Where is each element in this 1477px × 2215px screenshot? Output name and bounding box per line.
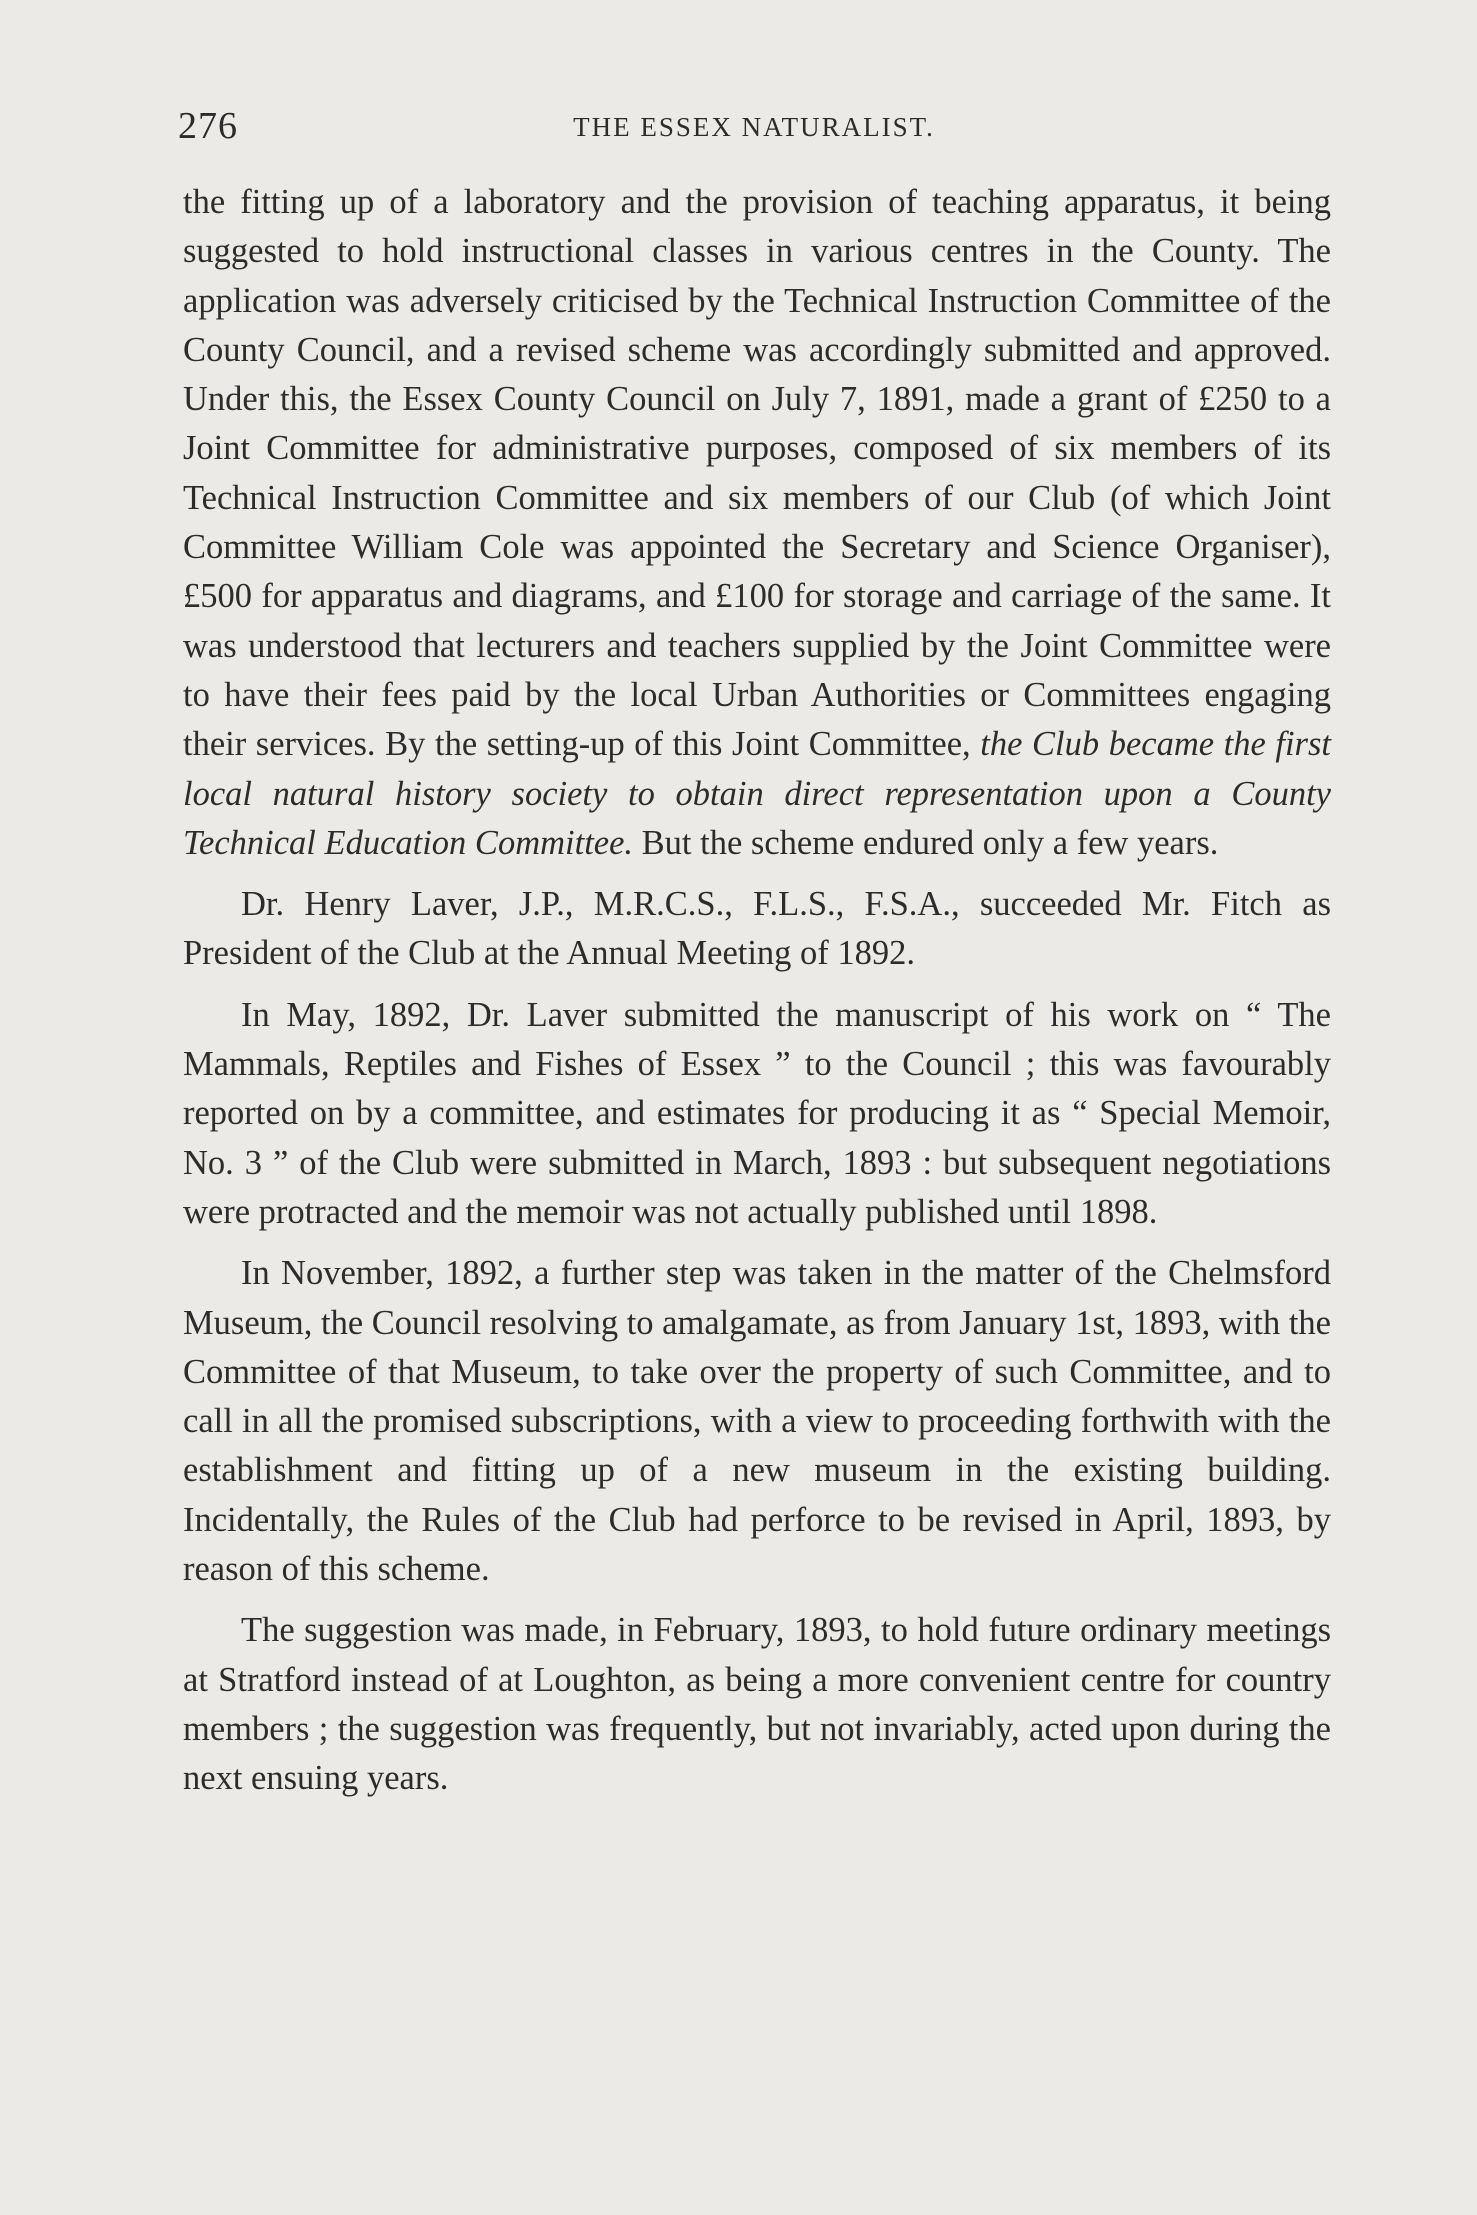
paragraph-5: The suggestion was made, in February, 1893, to hold future ordinary meetings at Stratford instead of at Loughton, as being a more convenient centre for country members ; the suggestion was frequently, but not invariably, acted upon during the next ensuing years. xyxy=(183,1611,1331,1798)
paragraph-1-text-b: But the scheme endured only a few years. xyxy=(633,823,1219,862)
page-header xyxy=(178,104,1330,152)
paragraph-2: Dr. Henry Laver, J.P., M.R.C.S., F.L.S., F.S.A., succeeded Mr. Fitch as President of the Club at the Annual Meeting of 1892. xyxy=(183,885,1331,973)
paragraph-1-text-a: the fitting up of a laboratory and the provision of teaching apparatus, it being suggested to hold instructional classes in various centres in the County. The application was adversely criticised by the Technical Instruction Committee of the County Council, and a revised scheme was accordingly submitted and approved. Under this, the Essex County Council on July 7, 1891, made a grant of £250 to a Joint Committee for administrative purposes, composed of six members of its Technical Instruction Committee and six members of our Club (of which Joint Committee William Cole was appointed the Secretary and Science Organiser), £500 for apparatus and diagrams, and £100 for storage and carriage of the same. It was understood that lecturers and teachers supplied by the Joint Committee were to have their fees paid by the local Urban Authorities or Committees engaging their services. By the setting-up of this Joint Committee, xyxy=(183,183,1331,764)
body-text xyxy=(183,178,1331,1804)
page-number: 276 xyxy=(178,105,238,147)
paragraph-3: In May, 1892, Dr. Laver submitted the manuscript of his work on “ The Mammals, Reptiles and Fishes of Essex ” to the Council ; this was favourably reported on by a committee, and estimates for producing it as “ Special Memoir, No. 3 ” of the Club were submitted in March, 1893 : but subsequent negotiations were protracted and the memoir was not actually published until 1898. xyxy=(183,995,1331,1231)
running-head: THE ESSEX NATURALIST. xyxy=(573,112,935,142)
paragraph-1 xyxy=(183,178,1331,868)
paragraph-1-italic: the Club became the first local natural history society to obtain direct representation upon a County Technical Education Committee. xyxy=(183,725,1331,862)
paragraph-4: In November, 1892, a further step was taken in the matter of the Chelmsford Museum, the Council resolving to amalgamate, as from January 1st, 1893, with the Committee of that Museum, to take over the property of such Committee, and to call in all the promised subscriptions, with a view to proceeding forthwith with the establishment and fitting up of a new museum in the existing building. Incidentally, the Rules of the Club had perforce to be revised in April, 1893, by reason of this scheme. xyxy=(183,1254,1331,1589)
